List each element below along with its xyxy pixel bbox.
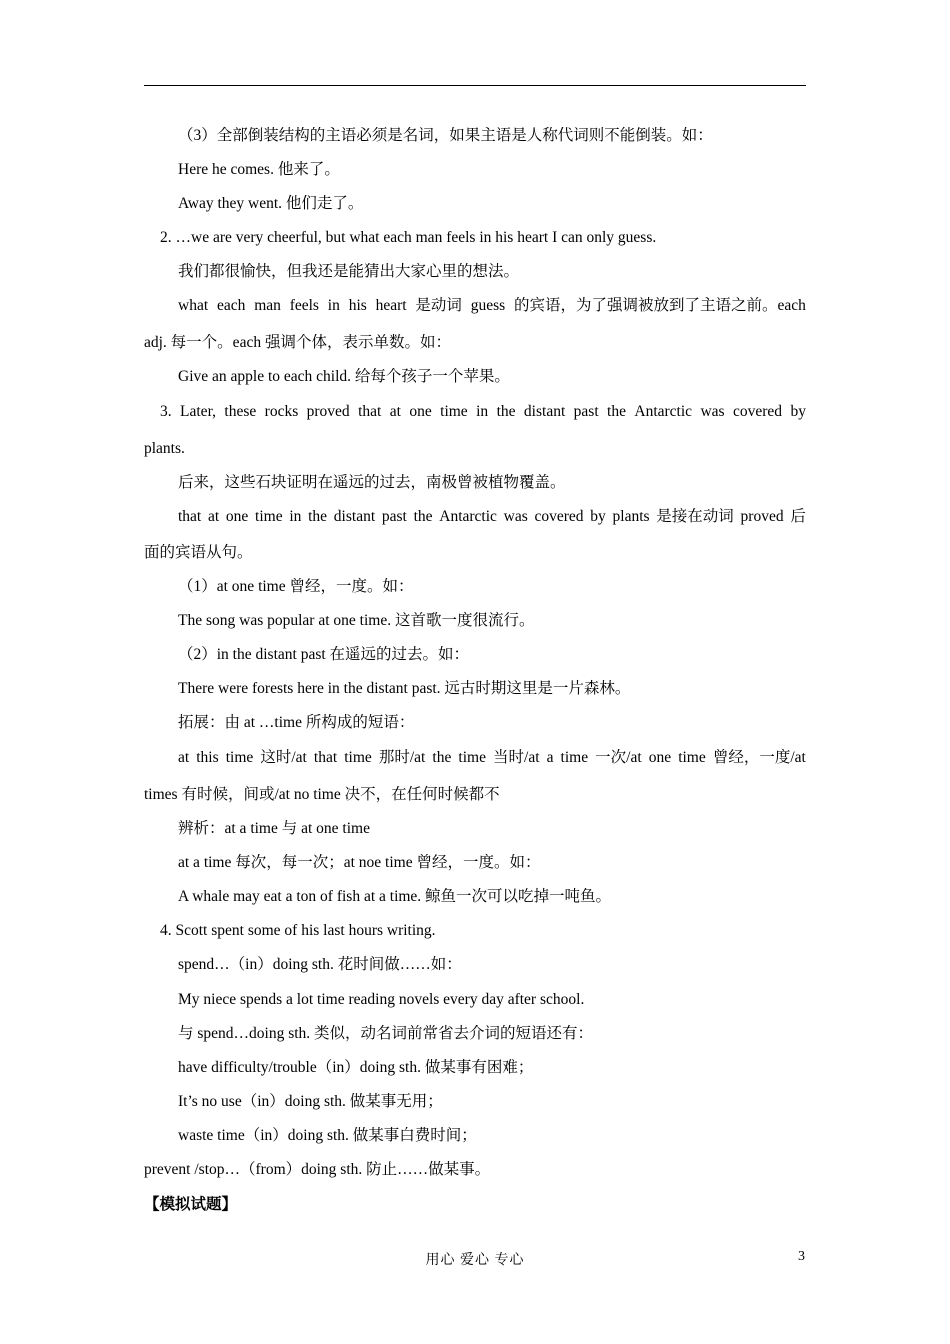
justified-line xyxy=(178,507,806,527)
word: time xyxy=(255,508,283,525)
justified-line xyxy=(178,748,806,768)
text-line: Here he comes. 他来了。 xyxy=(178,161,340,178)
word: the xyxy=(496,403,516,420)
text-line: 面的宾语从句。 xyxy=(144,544,253,561)
text-line: A whale may eat a ton of fish at a time. 鲸鱼一次可以吃掉一吨鱼。 xyxy=(178,888,612,905)
word: one xyxy=(225,508,249,525)
text-line: Away they went. 他们走了。 xyxy=(178,195,364,212)
word: proved xyxy=(740,508,784,525)
word: what xyxy=(178,297,209,314)
word: time xyxy=(344,749,372,766)
text-line: My niece spends a lot time reading novels every day after school. xyxy=(178,991,585,1008)
word: distant xyxy=(333,508,376,525)
text-line: spend…（in）doing sth. 花时间做……如： xyxy=(178,956,462,973)
word: 后 xyxy=(790,508,806,525)
word: his xyxy=(348,297,367,314)
text-line: prevent /stop…（from）doing sth. 防止……做某事。 xyxy=(144,1161,491,1178)
word: time xyxy=(560,749,589,766)
word: that xyxy=(358,403,382,420)
word: one xyxy=(648,749,672,766)
numbered-item: 4. Scott spent some of his last hours writing. xyxy=(160,922,436,939)
text-line: Give an apple to each child. 给每个孩子一个苹果。 xyxy=(178,368,510,385)
word: was xyxy=(503,508,528,525)
word: man xyxy=(254,297,281,314)
word: by xyxy=(790,403,806,420)
footer-motto: 用心 爱心 专心 xyxy=(425,1253,525,1268)
word: Later, xyxy=(180,403,216,420)
word: distant xyxy=(523,403,566,420)
word: past xyxy=(381,508,407,525)
word: guess xyxy=(470,297,506,314)
text-line: 后来，这些石块证明在遥远的过去，南极曾被植物覆盖。 xyxy=(178,474,566,491)
text-line: have difficulty/trouble（in）doing sth. 做某事有困难； xyxy=(178,1059,534,1076)
header-rule xyxy=(144,85,806,86)
word: at xyxy=(178,749,190,766)
word: in xyxy=(327,297,340,314)
word: 那时/at xyxy=(378,749,426,766)
text-line: （3）全部倒装结构的主语必须是名词，如果主语是人称代词则不能倒装。如： xyxy=(178,127,713,144)
text-line: There were forests here in the distant past. 远古时期这里是一片森林。 xyxy=(178,680,631,697)
word: rocks xyxy=(264,403,299,420)
word: time xyxy=(440,403,468,420)
word: a xyxy=(546,749,554,766)
text-line: 我们都很愉快，但我还是能猜出大家心里的想法。 xyxy=(178,263,520,280)
word: time xyxy=(678,749,706,766)
word: in xyxy=(476,403,489,420)
word: the xyxy=(432,749,452,766)
word: past xyxy=(573,403,599,420)
text-line: times 有时候，间或/at no time 决不，在任何时候都不 xyxy=(144,786,500,803)
text-line: The song was popular at one time. 这首歌一度很流行。 xyxy=(178,612,535,629)
word: feels xyxy=(289,297,319,314)
word: time xyxy=(225,749,254,766)
word: this xyxy=(196,749,219,766)
text-line: It’s no use（in）doing sth. 做某事无用； xyxy=(178,1093,443,1110)
text-line: plants. xyxy=(144,440,185,457)
justified-line xyxy=(178,296,806,316)
word: 一次/at xyxy=(595,749,642,766)
word: 是接在动词 xyxy=(656,508,734,525)
text-line: adj. 每一个。each 强调个体，表示单数。如： xyxy=(144,334,451,351)
word: 是动词 xyxy=(415,297,462,314)
word: Antarctic xyxy=(439,508,497,525)
word: heart xyxy=(375,297,407,314)
word: 曾经，一度/at xyxy=(712,749,806,766)
word: in xyxy=(289,508,302,525)
word: one xyxy=(409,403,432,420)
word: 的宾语，为了强调被放到了主语之前。each xyxy=(514,297,806,314)
word: the xyxy=(607,403,626,420)
page-number: 3 xyxy=(798,1249,805,1264)
word: by xyxy=(590,508,606,525)
section-heading: 【模拟试题】 xyxy=(144,1196,238,1213)
word: the xyxy=(413,508,433,525)
justified-line xyxy=(160,402,806,422)
word: was xyxy=(700,403,725,420)
word: at xyxy=(389,403,401,420)
word: each xyxy=(216,297,246,314)
word: plants xyxy=(612,508,650,525)
word: covered xyxy=(732,403,783,420)
text-line: （2）in the distant past 在遥远的过去。如： xyxy=(178,646,470,663)
word: Antarctic xyxy=(634,403,693,420)
text-line: 拓展：由 at …time 所构成的短语： xyxy=(178,714,415,731)
word: 当时/at xyxy=(493,749,540,766)
word: 3. xyxy=(160,403,172,420)
text-line: waste time（in）doing sth. 做某事白费时间； xyxy=(178,1127,477,1144)
word: that xyxy=(178,508,202,525)
word: at xyxy=(207,508,220,525)
word: these xyxy=(224,403,257,420)
numbered-item: 2. …we are very cheerful, but what each man feels in his heart I can only guess. xyxy=(160,229,657,246)
word: covered xyxy=(534,508,584,525)
text-line: 辨析：at a time 与 at one time xyxy=(178,820,370,837)
word: proved xyxy=(306,403,350,420)
word: the xyxy=(308,508,328,525)
text-line: 与 spend…doing sth. 类似，动名词前常省去介词的短语还有： xyxy=(178,1025,594,1042)
text-line: at a time 每次，每一次；at noe time 曾经，一度。如： xyxy=(178,854,541,871)
word: time xyxy=(458,749,486,766)
word: 这时/at xyxy=(260,749,307,766)
text-line: （1）at one time 曾经，一度。如： xyxy=(178,578,414,595)
word: that xyxy=(313,749,338,766)
